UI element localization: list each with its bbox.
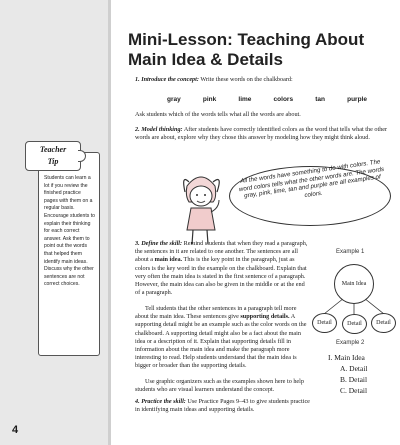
step2-heading: 2. Model thinking:: [135, 126, 183, 133]
teacher-tip-text: Students can learn a lot if you review the finished practice pages with them on a regular basis. Encourage students to explain their thinking for each correct answer. Ask them to point out the words that helped them identify main ideas. Discuss why the other sentences are not correct choices.: [44, 175, 95, 288]
girl-dress: [187, 208, 215, 230]
step3-paragraph-3: Use graphic organizers such as the examples shown here to help students who are visual learners understand the concept.: [135, 378, 304, 394]
teacher-tip-label-line2: Tip: [47, 157, 59, 166]
outline-main-idea: I. Main Idea: [328, 353, 365, 362]
girl-illustration: [175, 168, 227, 246]
step3-p2-a: Tell students that the other sentences in a paragraph tell more about the main idea. These sentences give: [135, 305, 297, 321]
step3-paragraph-2: [135, 305, 310, 371]
color-word: tan: [315, 96, 325, 103]
step1-followup: Ask students which of the words tells what all the words are about.: [135, 111, 301, 118]
sidebar-divider: [108, 0, 111, 445]
teacher-tip-label-line1: Teacher: [39, 145, 67, 154]
step2-text: After students have correctly identified colors as the word that tells what the other words are about, explore why they chose this answer by modeling how they might think aloud.: [135, 126, 388, 142]
step3-text-b: This is the key point in the paragraph, just as colors is the key word in the example on the chalkboard. Explain that very often the main idea is stated in the first sentence of a paragraph. However, the main idea can also be given in the middle or at the end of a paragraph.: [135, 256, 307, 297]
teacher-tip-label: [25, 141, 81, 171]
step1-paragraph: [135, 76, 390, 84]
thought-bubble-text: All the words have something to do with colors. The word colors tells what the other words are. The words gray, pink, lime, tan and purple are all examples of colors.: [238, 158, 385, 200]
example1-detail: Detail: [371, 313, 396, 333]
girl-eye: [204, 194, 206, 196]
color-word: lime: [238, 96, 252, 103]
color-word: gray: [167, 96, 181, 103]
step3-heading: 3. Define the skill:: [135, 240, 183, 247]
example1-detail: Detail: [342, 314, 367, 334]
supporting-details-term: supporting details.: [240, 313, 290, 321]
tip-hook-shape: [78, 150, 86, 162]
color-word: colors: [273, 96, 294, 103]
step3-text-a: Remind students that when they read a paragraph, the sentences in it are related to one another. The sentences are all about a: [135, 240, 308, 264]
step1-text: Write these words on the chalkboard:: [198, 76, 293, 83]
color-word: purple: [347, 96, 367, 103]
example1-detail: Detail: [312, 313, 337, 333]
color-words-row: [167, 96, 367, 103]
color-word: pink: [202, 96, 217, 103]
step1-heading: 1. Introduce the concept:: [135, 76, 199, 83]
example2-outline: [328, 352, 368, 396]
example1-label: Example 1: [336, 249, 365, 255]
main-idea-term: main idea.: [154, 256, 183, 264]
page-number: 4: [12, 424, 19, 436]
girl-eye: [196, 194, 198, 196]
teacher-tip-box: [38, 145, 100, 356]
example1-main-idea: Main Idea: [334, 264, 374, 304]
outline-detail: A. Detail: [340, 364, 368, 373]
page-title: Mini-Lesson: Teaching About Main Idea & Details: [128, 30, 365, 69]
step4-text: Use Practice Pages 9–43 to give students practice in identifying main ideas and supporting details.: [135, 398, 310, 414]
step4-heading: 4. Practice the skill:: [135, 398, 186, 405]
girl-face: [190, 186, 212, 206]
step2-paragraph: [135, 126, 390, 142]
outline-detail: C. Detail: [340, 386, 368, 395]
example2-label: Example 2: [336, 340, 365, 346]
step3-paragraph-1: [135, 240, 310, 297]
step4-paragraph: [135, 398, 310, 414]
outline-detail: B. Detail: [340, 375, 368, 384]
step3-p2-b: A supporting detail might be an example such as the color words on the chalkboard. A supporting detail might also be a fact about the main idea or a description of it. Explain that supporting details fill in information about the main idea and make the paragraph more interesting to read. Help students understand that the main idea is bigger or broader than the supporting details.: [135, 313, 307, 370]
